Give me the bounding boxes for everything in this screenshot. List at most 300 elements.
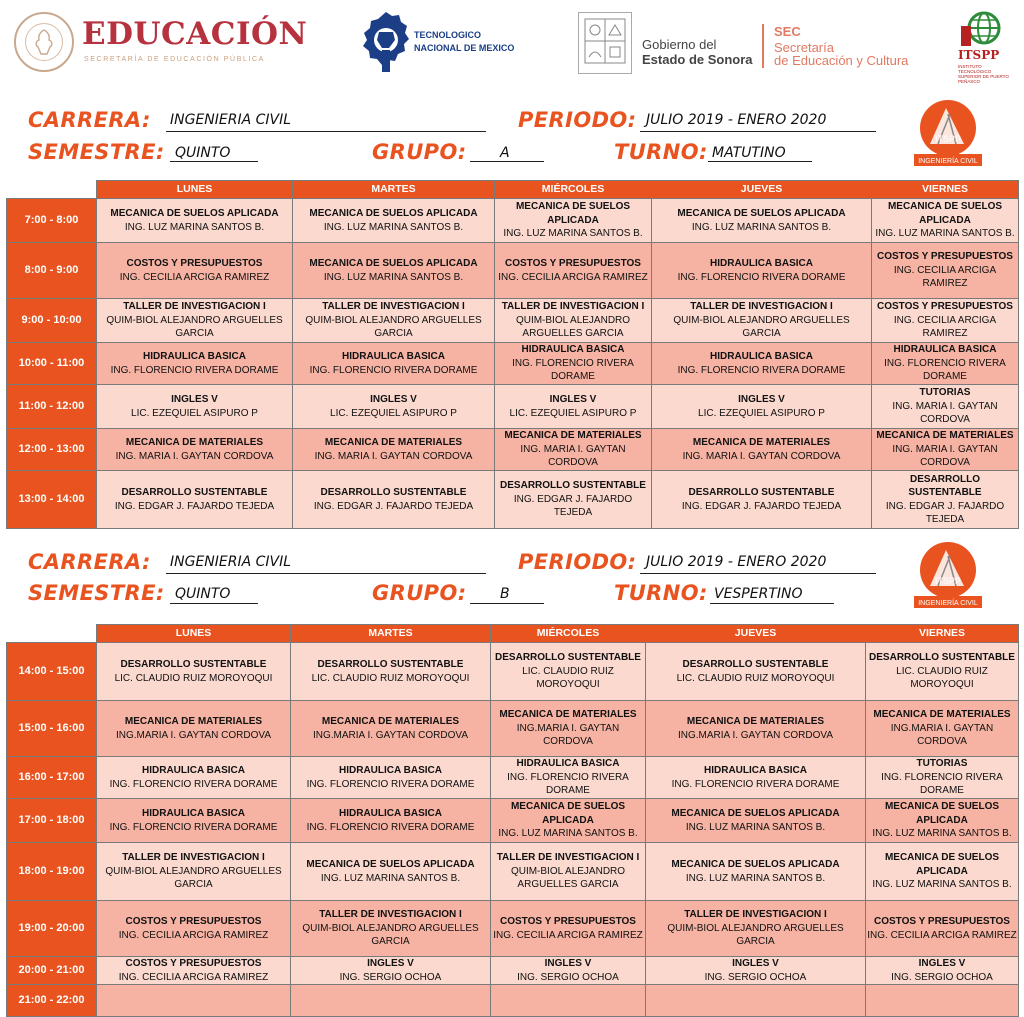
ingenieria-civil-badge-icon <box>912 98 982 168</box>
subject-name: HIDRAULICA BASICA <box>893 344 997 356</box>
table-row <box>7 985 1019 1017</box>
professor-name: ING. FLORENCIO RIVERA DORAME <box>306 778 475 790</box>
schedule-table-group-b <box>6 624 1019 1017</box>
professor-name: ING. FLORENCIO RIVERA DORAME <box>881 771 1003 797</box>
class-cell <box>652 471 872 529</box>
subject-name: HIDRAULICA BASICA <box>710 351 813 362</box>
semestre-label: SEMESTRE: <box>28 140 165 164</box>
professor-name: ING. LUZ MARINA SANTOS B. <box>503 228 643 240</box>
mexico-seal-logo <box>14 12 74 72</box>
professor-name: ING. FLORENCIO RIVERA DORAME <box>677 364 846 376</box>
professor-name: LIC. CLAUDIO RUIZ MOROYOQUI <box>676 672 835 684</box>
semestre-label: SEMESTRE: <box>28 581 165 605</box>
professor-name: ING. LUZ MARINA SANTOS B. <box>685 821 826 833</box>
class-cell <box>97 429 293 471</box>
class-cell <box>495 243 652 299</box>
professor-name: ING. CECILIA ARCIGA RAMIREZ <box>119 271 270 283</box>
class-cell <box>495 429 652 471</box>
subject-name: TALLER DE INVESTIGACION I <box>122 852 265 864</box>
class-cell <box>291 985 491 1017</box>
professor-name: ING.MARIA I. GAYTAN CORDOVA <box>115 729 272 741</box>
table-row <box>7 701 1019 757</box>
professor-name: ING. MARIA I. GAYTAN CORDOVA <box>520 443 626 469</box>
time-slot: 12:00 - 13:00 <box>7 429 97 471</box>
class-cell <box>646 843 866 901</box>
periodo-label: PERIODO: <box>518 550 637 574</box>
class-cell <box>491 957 646 985</box>
class-cell <box>97 471 293 529</box>
day-header: MIÉRCOLES <box>491 625 646 643</box>
class-cell <box>293 471 495 529</box>
class-cell <box>97 957 291 985</box>
subject-name: COSTOS Y PRESUPUESTOS <box>126 258 263 269</box>
professor-name: LIC. EZEQUIEL ASIPURO P <box>698 407 825 419</box>
day-header: JUEVES <box>652 181 872 199</box>
class-cell <box>495 199 652 243</box>
professor-name: QUIM-BIOL ALEJANDRO ARGUELLES GARCIA <box>302 922 479 948</box>
subject-name: MECANICA DE SUELOS APLICADA <box>306 859 475 870</box>
subject-name: DESARROLLO SUSTENTABLE <box>500 480 646 492</box>
subject-name: HIDRAULICA BASICA <box>516 758 620 770</box>
subject-name: INGLES V <box>544 958 592 969</box>
time-slot: 21:00 - 22:00 <box>7 985 97 1017</box>
subject-name: DESARROLLO SUSTENTABLE <box>908 473 982 498</box>
badge-caption: INGENIERÍA CIVIL <box>918 158 978 165</box>
header-divider <box>762 24 764 68</box>
class-cell <box>97 701 291 757</box>
professor-name: QUIM-BIOL ALEJANDRO ARGUELLES GARCIA <box>667 922 844 948</box>
professor-name: ING. CECILIA ARCIGA RAMIREZ <box>498 271 648 283</box>
eagle-icon <box>32 28 56 56</box>
subject-name: MECANICA DE MATERIALES <box>692 437 831 448</box>
class-cell <box>646 901 866 957</box>
class-cell <box>646 701 866 757</box>
subject-name: DESARROLLO SUSTENTABLE <box>320 487 467 498</box>
professor-name: LIC. CLAUDIO RUIZ MOROYOQUI <box>522 665 614 691</box>
professor-name: LIC. EZEQUIEL ASIPURO P <box>131 407 258 419</box>
subject-name: MECANICA DE SUELOS APLICADA <box>884 852 1000 877</box>
professor-name: ING. LUZ MARINA SANTOS B. <box>691 221 832 233</box>
professor-name: ING. SERGIO OCHOA <box>704 971 807 983</box>
class-cell <box>291 643 491 701</box>
subject-name: HIDRAULICA BASICA <box>704 765 807 776</box>
professor-name: ING. CECILIA ARCIGA RAMIREZ <box>493 929 643 941</box>
subject-name: DESARROLLO SUSTENTABLE <box>495 652 641 664</box>
time-slot: 13:00 - 14:00 <box>7 471 97 529</box>
professor-name: ING. LUZ MARINA SANTOS B. <box>323 271 464 283</box>
time-slot: 18:00 - 19:00 <box>7 843 97 901</box>
class-cell <box>652 199 872 243</box>
class-cell <box>872 429 1019 471</box>
professor-name: ING. FLORENCIO RIVERA DORAME <box>306 821 475 833</box>
subject-name: TALLER DE INVESTIGACION I <box>319 909 462 921</box>
sonora-shield-logo <box>578 12 632 74</box>
subject-name: INGLES V <box>370 394 417 405</box>
table-row <box>7 757 1019 799</box>
periodo-value: JULIO 2019 - ENERO 2020 <box>646 554 827 570</box>
subject-name: DESARROLLO SUSTENTABLE <box>317 659 464 670</box>
periodo-value: JULIO 2019 - ENERO 2020 <box>646 112 827 128</box>
subject-name: TALLER DE INVESTIGACION I <box>501 301 645 313</box>
day-header: VIERNES <box>866 625 1019 643</box>
subject-name: MECANICA DE MATERIALES <box>124 716 263 727</box>
class-cell <box>291 701 491 757</box>
class-cell <box>97 243 293 299</box>
professor-name: ING. EDGAR J. FAJARDO TEJEDA <box>313 500 474 512</box>
professor-name: ING. FLORENCIO RIVERA DORAME <box>884 357 1006 383</box>
time-slot: 20:00 - 21:00 <box>7 957 97 985</box>
professor-name: ING. LUZ MARINA SANTOS B. <box>498 828 638 840</box>
time-slot: 14:00 - 15:00 <box>7 643 97 701</box>
professor-name: QUIM-BIOL ALEJANDRO ARGUELLES GARCIA <box>305 314 482 340</box>
class-cell <box>491 799 646 843</box>
subject-name: HIDRAULICA BASICA <box>142 765 245 776</box>
class-cell <box>872 299 1019 343</box>
professor-name: ING. MARIA I. GAYTAN CORDOVA <box>314 450 473 462</box>
subject-name: INGLES V <box>738 394 785 405</box>
subject-name: MECANICA DE SUELOS APLICADA <box>884 801 1000 826</box>
time-slot: 15:00 - 16:00 <box>7 701 97 757</box>
class-cell <box>652 429 872 471</box>
class-cell <box>293 199 495 243</box>
tecnologico-label: TECNOLOGICO <box>414 30 481 40</box>
subject-name: HIDRAULICA BASICA <box>339 808 442 819</box>
class-cell <box>646 643 866 701</box>
class-cell <box>97 199 293 243</box>
class-cell <box>97 901 291 957</box>
subject-name: MECANICA DE SUELOS APLICADA <box>671 859 840 870</box>
subject-name: MECANICA DE SUELOS APLICADA <box>309 208 478 219</box>
professor-name: ING. FLORENCIO RIVERA DORAME <box>309 364 478 376</box>
badge-caption: INGENIERÍA CIVIL <box>918 600 978 607</box>
class-cell <box>652 343 872 385</box>
class-cell <box>866 843 1019 901</box>
class-cell <box>97 643 291 701</box>
time-slot: 8:00 - 9:00 <box>7 243 97 299</box>
class-cell <box>293 243 495 299</box>
professor-name: ING. CECILIA ARCIGA RAMIREZ <box>893 314 997 340</box>
class-cell <box>495 385 652 429</box>
table-row <box>7 901 1019 957</box>
class-cell <box>97 757 291 799</box>
globe-icon <box>958 8 1004 48</box>
class-cell <box>872 243 1019 299</box>
professor-name: ING. FLORENCIO RIVERA DORAME <box>677 271 846 283</box>
carrera-value: INGENIERIA CIVIL <box>170 112 292 128</box>
class-cell <box>495 299 652 343</box>
subject-name: MECANICA DE SUELOS APLICADA <box>677 208 846 219</box>
subject-name: INGLES V <box>171 394 218 405</box>
turno-label: TURNO: <box>614 581 708 605</box>
subject-name: TALLER DE INVESTIGACION I <box>684 909 827 921</box>
subject-name: HIDRAULICA BASICA <box>143 351 246 362</box>
educacion-title: EDUCACIÓN <box>82 16 308 52</box>
periodo-label: PERIODO: <box>518 108 637 132</box>
class-cell <box>97 799 291 843</box>
time-slot: 19:00 - 20:00 <box>7 901 97 957</box>
carrera-label: CARRERA: <box>28 550 151 574</box>
subject-name: MECANICA DE MATERIALES <box>873 709 1011 721</box>
subject-name: MECANICA DE SUELOS APLICADA <box>515 201 631 226</box>
class-cell <box>646 757 866 799</box>
professor-name: ING. LUZ MARINA SANTOS B. <box>124 221 265 233</box>
day-header: LUNES <box>97 625 291 643</box>
professor-name: ING. FLORENCIO RIVERA DORAME <box>109 821 278 833</box>
subject-name: COSTOS Y PRESUPUESTOS <box>874 916 1010 927</box>
class-cell <box>872 199 1019 243</box>
subject-name: TALLER DE INVESTIGACION I <box>496 852 640 864</box>
carrera-value: INGENIERIA CIVIL <box>170 554 292 570</box>
subject-name: COSTOS Y PRESUPUESTOS <box>125 916 262 927</box>
table-row <box>7 343 1019 385</box>
professor-name: ING. SERGIO OCHOA <box>339 971 442 983</box>
subject-name: MECANICA DE MATERIALES <box>125 437 264 448</box>
class-cell <box>872 385 1019 429</box>
table-row <box>7 429 1019 471</box>
professor-name: ING. MARIA I. GAYTAN CORDOVA <box>892 400 998 426</box>
shield-icon <box>579 13 631 73</box>
table-row <box>7 385 1019 429</box>
professor-name: ING.MARIA I. GAYTAN CORDOVA <box>890 722 994 748</box>
secretaria-label: Secretaría <box>774 40 834 55</box>
professor-name: ING.MARIA I. GAYTAN CORDOVA <box>312 729 469 741</box>
professor-name: ING. EDGAR J. FAJARDO TEJEDA <box>114 500 275 512</box>
subject-name: COSTOS Y PRESUPUESTOS <box>877 251 1013 263</box>
subject-name: INGLES V <box>918 958 966 969</box>
professor-name: ING. LUZ MARINA SANTOS B. <box>872 828 1012 840</box>
professor-name: LIC. CLAUDIO RUIZ MOROYOQUI <box>311 672 470 684</box>
table-header-row <box>7 625 1019 643</box>
class-cell <box>491 757 646 799</box>
professor-name: ING. LUZ MARINA SANTOS B. <box>685 872 826 884</box>
itspp-subtitle: INSTITUTO TECNOLÓGICO SUPERIOR DE PUERTO PEÑASCO <box>958 64 1009 84</box>
table-row <box>7 843 1019 901</box>
class-cell <box>495 471 652 529</box>
professor-name: ING. LUZ MARINA SANTOS B. <box>323 221 464 233</box>
professor-name: ING.MARIA I. GAYTAN CORDOVA <box>516 722 620 748</box>
table-row <box>7 957 1019 985</box>
professor-name: ING. SERGIO OCHOA <box>891 971 993 983</box>
gobierno-label: Gobierno del <box>642 37 717 52</box>
professor-name: ING. MARIA I. GAYTAN CORDOVA <box>892 443 998 469</box>
day-header: VIERNES <box>872 181 1019 199</box>
day-header: MIÉRCOLES <box>495 181 652 199</box>
subject-name: COSTOS Y PRESUPUESTOS <box>505 258 641 269</box>
subject-name: MECANICA DE SUELOS APLICADA <box>671 808 840 819</box>
professor-name: ING. FLORENCIO RIVERA DORAME <box>110 364 279 376</box>
table-row <box>7 471 1019 529</box>
turno-label: TURNO: <box>614 140 708 164</box>
subject-name: TALLER DE INVESTIGACION I <box>322 301 465 313</box>
professor-name: LIC. CLAUDIO RUIZ MOROYOQUI <box>896 665 988 691</box>
table-row <box>7 799 1019 843</box>
class-cell <box>872 343 1019 385</box>
subject-name: MECANICA DE MATERIALES <box>686 716 825 727</box>
semestre-value: QUINTO <box>175 586 231 602</box>
class-cell <box>652 385 872 429</box>
professor-name: ING.MARIA I. GAYTAN CORDOVA <box>677 729 834 741</box>
tecnologico-label-2: NACIONAL DE MEXICO <box>414 43 515 53</box>
table-row <box>7 299 1019 343</box>
grupo-label: GRUPO: <box>372 581 467 605</box>
subject-name: MECANICA DE SUELOS APLICADA <box>110 208 279 219</box>
class-cell <box>866 901 1019 957</box>
class-cell <box>291 799 491 843</box>
class-cell <box>652 243 872 299</box>
class-cell <box>495 343 652 385</box>
professor-name: QUIM-BIOL ALEJANDRO ARGUELLES GARCIA <box>105 865 282 891</box>
subject-name: DESARROLLO SUSTENTABLE <box>120 659 267 670</box>
class-cell <box>866 701 1019 757</box>
subject-name: HIDRAULICA BASICA <box>710 258 813 269</box>
class-cell <box>646 799 866 843</box>
professor-name: QUIM-BIOL ALEJANDRO ARGUELLES GARCIA <box>515 314 631 340</box>
day-header: LUNES <box>97 181 293 199</box>
class-cell <box>291 901 491 957</box>
time-slot: 17:00 - 18:00 <box>7 799 97 843</box>
class-cell <box>293 429 495 471</box>
subject-name: INGLES V <box>549 394 597 405</box>
class-cell <box>97 843 291 901</box>
class-cell <box>491 901 646 957</box>
subject-name: MECANICA DE MATERIALES <box>324 437 463 448</box>
subject-name: TUTORIAS <box>919 387 971 399</box>
class-cell <box>491 985 646 1017</box>
class-cell <box>652 299 872 343</box>
class-cell <box>291 757 491 799</box>
subject-name: TALLER DE INVESTIGACION I <box>690 301 833 313</box>
subject-name: MECANICA DE SUELOS APLICADA <box>510 801 626 826</box>
subject-name: MECANICA DE MATERIALES <box>504 430 642 442</box>
class-cell <box>97 343 293 385</box>
professor-name: ING. CECILIA ARCIGA RAMIREZ <box>893 264 997 290</box>
professor-name: ING. CECILIA ARCIGA RAMIREZ <box>118 929 269 941</box>
tecnologico-gear-icon <box>362 10 410 76</box>
carrera-label: CARRERA: <box>28 108 151 132</box>
subject-name: COSTOS Y PRESUPUESTOS <box>877 301 1013 313</box>
turno-value: VESPERTINO <box>714 586 803 602</box>
professor-name: ING. MARIA I. GAYTAN CORDOVA <box>682 450 841 462</box>
professor-name: ING. EDGAR J. FAJARDO TEJEDA <box>513 493 633 519</box>
educacion-subtitle: SECRETARÍA DE EDUCACIÓN PÚBLICA <box>84 56 265 63</box>
class-cell <box>872 471 1019 529</box>
badge-text: ITSPP <box>934 576 962 586</box>
itspp-logo-text: ITSPP <box>958 48 1000 62</box>
professor-name: QUIM-BIOL ALEJANDRO ARGUELLES GARCIA <box>106 314 283 340</box>
subject-name: HIDRAULICA BASICA <box>521 344 625 356</box>
professor-name: ING. CECILIA ARCIGA RAMIREZ <box>118 971 269 983</box>
semestre-value: QUINTO <box>175 145 231 161</box>
subject-name: MECANICA DE MATERIALES <box>499 709 637 721</box>
class-cell <box>866 799 1019 843</box>
professor-name: ING. FLORENCIO RIVERA DORAME <box>512 357 634 383</box>
class-cell <box>293 343 495 385</box>
time-slot: 11:00 - 12:00 <box>7 385 97 429</box>
ingenieria-civil-badge-icon <box>912 540 982 610</box>
professor-name: LIC. EZEQUIEL ASIPURO P <box>330 407 457 419</box>
table-row <box>7 243 1019 299</box>
day-header: MARTES <box>291 625 491 643</box>
subject-name: INGLES V <box>367 958 414 969</box>
class-cell <box>866 985 1019 1017</box>
class-cell <box>97 299 293 343</box>
class-cell <box>491 843 646 901</box>
professor-name: ING. FLORENCIO RIVERA DORAME <box>671 778 840 790</box>
subject-name: MECANICA DE MATERIALES <box>876 430 1014 442</box>
professor-name: ING. LUZ MARINA SANTOS B. <box>875 228 1015 240</box>
subject-name: COSTOS Y PRESUPUESTOS <box>125 958 262 969</box>
subject-name: MECANICA DE MATERIALES <box>321 716 460 727</box>
table-row <box>7 643 1019 701</box>
professor-name: ING. LUZ MARINA SANTOS B. <box>320 872 461 884</box>
subject-name: TALLER DE INVESTIGACION I <box>123 301 266 313</box>
subject-name: DESARROLLO SUSTENTABLE <box>688 487 835 498</box>
class-cell <box>97 385 293 429</box>
subject-name: DESARROLLO SUSTENTABLE <box>682 659 829 670</box>
grupo-value: B <box>500 586 510 602</box>
badge-text: ITSPP <box>934 134 962 144</box>
professor-name: QUIM-BIOL ALEJANDRO ARGUELLES GARCIA <box>673 314 850 340</box>
professor-name: ING. FLORENCIO RIVERA DORAME <box>507 771 629 797</box>
class-cell <box>293 385 495 429</box>
table-row <box>7 199 1019 243</box>
class-cell <box>646 985 866 1017</box>
class-cell <box>866 757 1019 799</box>
class-cell <box>291 957 491 985</box>
grupo-value: A <box>500 145 510 161</box>
schedule-table-group-a <box>6 180 1019 529</box>
subject-name: HIDRAULICA BASICA <box>339 765 442 776</box>
class-cell <box>866 957 1019 985</box>
class-cell <box>293 299 495 343</box>
subject-name: DESARROLLO SUSTENTABLE <box>121 487 268 498</box>
grupo-label: GRUPO: <box>372 140 467 164</box>
time-slot: 16:00 - 17:00 <box>7 757 97 799</box>
professor-name: ING. MARIA I. GAYTAN CORDOVA <box>115 450 274 462</box>
subject-name: DESARROLLO SUSTENTABLE <box>869 652 1015 664</box>
professor-name: ING. EDGAR J. FAJARDO TEJEDA <box>681 500 842 512</box>
educacion-cultura-label: de Educación y Cultura <box>774 53 909 68</box>
class-cell <box>646 957 866 985</box>
day-header: JUEVES <box>646 625 866 643</box>
class-cell <box>97 985 291 1017</box>
professor-name: ING. EDGAR J. FAJARDO TEJEDA <box>885 500 1005 525</box>
subject-name: HIDRAULICA BASICA <box>342 351 445 362</box>
day-header: MARTES <box>293 181 495 199</box>
class-cell <box>491 643 646 701</box>
professor-name: LIC. EZEQUIEL ASIPURO P <box>509 407 637 419</box>
professor-name: QUIM-BIOL ALEJANDRO ARGUELLES GARCIA <box>510 865 626 891</box>
professor-name: ING. CECILIA ARCIGA RAMIREZ <box>867 929 1017 941</box>
time-slot: 9:00 - 10:00 <box>7 299 97 343</box>
professor-name: ING. LUZ MARINA SANTOS B. <box>872 879 1012 891</box>
time-slot: 7:00 - 8:00 <box>7 199 97 243</box>
subject-name: MECANICA DE SUELOS APLICADA <box>887 201 1003 226</box>
class-cell <box>866 643 1019 701</box>
subject-name: MECANICA DE SUELOS APLICADA <box>309 258 478 269</box>
professor-name: ING. SERGIO OCHOA <box>517 971 619 983</box>
class-cell <box>491 701 646 757</box>
time-slot: 10:00 - 11:00 <box>7 343 97 385</box>
subject-name: TUTORIAS <box>916 758 968 770</box>
sec-label: SEC <box>774 24 801 39</box>
professor-name: LIC. CLAUDIO RUIZ MOROYOQUI <box>114 672 273 684</box>
class-cell <box>291 843 491 901</box>
table-header-row <box>7 181 1019 199</box>
estado-sonora-label: Estado de Sonora <box>642 52 753 67</box>
subject-name: INGLES V <box>732 958 779 969</box>
professor-name: ING. FLORENCIO RIVERA DORAME <box>109 778 278 790</box>
